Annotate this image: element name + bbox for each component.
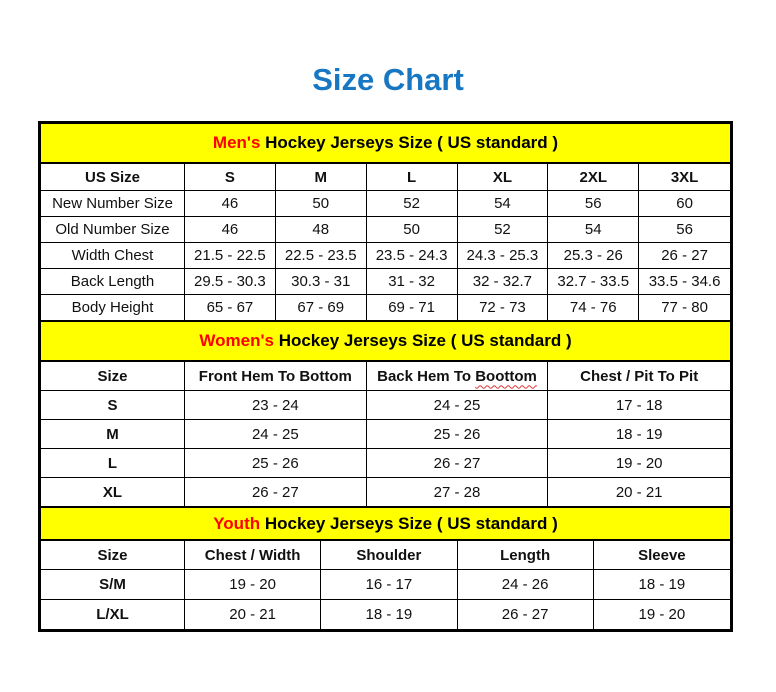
men-header-cell: 3XL bbox=[670, 168, 699, 186]
men-value-cell: 56 bbox=[639, 216, 730, 242]
men-value-cell: 23.5 - 24.3 bbox=[367, 242, 458, 268]
womens-section-header bbox=[41, 320, 730, 362]
youth-value-cell: 19 - 20 bbox=[185, 569, 321, 599]
men-value-cell: 54 bbox=[548, 216, 639, 242]
women-value-cell: 18 - 19 bbox=[548, 419, 730, 448]
back-hem-misspelled-word: Boottom bbox=[475, 367, 537, 385]
men-value-cell: 33.5 - 34.6 bbox=[639, 268, 730, 294]
women-value-cell: 19 - 20 bbox=[548, 448, 730, 477]
women-value-cell: 25 - 26 bbox=[367, 419, 549, 448]
women-header-cell: Size bbox=[41, 362, 185, 390]
men-value-cell: 77 - 80 bbox=[639, 294, 730, 320]
youth-highlight-text: Youth bbox=[213, 513, 261, 533]
men-value-cell: 69 - 71 bbox=[367, 294, 458, 320]
men-value-cell: 54 bbox=[458, 190, 549, 216]
men-value-cell: 50 bbox=[276, 190, 367, 216]
womens-size-grid bbox=[41, 362, 730, 506]
youth-value-cell: 18 - 19 bbox=[321, 599, 457, 629]
youth-header-cell: Length bbox=[458, 541, 594, 569]
men-value-cell: 46 bbox=[185, 190, 276, 216]
men-header-cell: L bbox=[367, 164, 458, 190]
mens-heading-text: Hockey Jerseys Size ( US standard ) bbox=[260, 133, 559, 152]
men-header-cell: US Size bbox=[41, 164, 185, 190]
women-row-label: S bbox=[41, 390, 185, 419]
women-value-cell: 23 - 24 bbox=[185, 390, 367, 419]
men-value-cell: 32.7 - 33.5 bbox=[548, 268, 639, 294]
women-value-cell: 26 - 27 bbox=[185, 477, 367, 506]
men-header-cell: S bbox=[185, 164, 276, 190]
women-header-cell: Chest / Pit To Pit bbox=[580, 367, 699, 385]
men-value-cell: 32 - 32.7 bbox=[458, 268, 549, 294]
women-value-cell: 17 - 18 bbox=[548, 390, 730, 419]
men-value-cell: 25.3 - 26 bbox=[548, 242, 639, 268]
men-value-cell: 31 - 32 bbox=[367, 268, 458, 294]
men-value-cell: 52 bbox=[458, 216, 549, 242]
youth-row-label: L/XL bbox=[41, 599, 185, 629]
youth-value-cell: 16 - 17 bbox=[321, 569, 457, 599]
youth-row-label: S/M bbox=[41, 569, 185, 599]
men-value-cell: 48 bbox=[276, 216, 367, 242]
men-header-cell: M bbox=[276, 164, 367, 190]
men-value-cell: 21.5 - 22.5 bbox=[185, 242, 276, 268]
men-value-cell: 67 - 69 bbox=[276, 294, 367, 320]
back-hem-header-prefix: Back Hem To bbox=[377, 367, 476, 385]
men-value-cell: 46 bbox=[185, 216, 276, 242]
men-value-cell: 72 - 73 bbox=[458, 294, 549, 320]
men-value-cell: 74 - 76 bbox=[548, 294, 639, 320]
page-title: Size Chart bbox=[312, 62, 464, 97]
men-row-label: New Number Size bbox=[41, 190, 185, 216]
womens-highlight-text: Women's bbox=[199, 331, 274, 350]
men-header-cell: XL bbox=[458, 164, 549, 190]
size-chart-table bbox=[38, 121, 733, 632]
men-value-cell: 26 - 27 bbox=[639, 242, 730, 268]
youth-header-cell: Sleeve bbox=[638, 546, 686, 564]
men-value-cell: 60 bbox=[639, 190, 730, 216]
men-value-cell: 24.3 - 25.3 bbox=[458, 242, 549, 268]
men-row-label: Old Number Size bbox=[41, 216, 185, 242]
women-row-label: L bbox=[41, 448, 185, 477]
men-value-cell: 52 bbox=[367, 190, 458, 216]
men-value-cell: 56 bbox=[548, 190, 639, 216]
youth-header-cell: Shoulder bbox=[321, 541, 457, 569]
men-value-cell: 30.3 - 31 bbox=[276, 268, 367, 294]
women-value-cell: 24 - 25 bbox=[185, 419, 367, 448]
youth-value-cell: 18 - 19 bbox=[594, 569, 730, 599]
women-header-cell: Front Hem To Bottom bbox=[185, 362, 367, 390]
men-value-cell: 65 - 67 bbox=[185, 294, 276, 320]
womens-heading-text: Hockey Jerseys Size ( US standard ) bbox=[273, 331, 572, 350]
women-row-label: XL bbox=[41, 477, 185, 506]
men-header-cell: 2XL bbox=[548, 164, 639, 190]
youth-header-cell: Size bbox=[41, 541, 185, 569]
women-value-cell: 25 - 26 bbox=[185, 448, 367, 477]
men-value-cell: 50 bbox=[367, 216, 458, 242]
men-row-label: Back Length bbox=[41, 268, 185, 294]
youth-size-grid bbox=[41, 541, 730, 629]
men-row-label: Width Chest bbox=[41, 242, 185, 268]
women-row-label: M bbox=[41, 419, 185, 448]
youth-header-cell: Chest / Width bbox=[185, 541, 321, 569]
women-value-cell: 27 - 28 bbox=[367, 477, 549, 506]
women-value-cell: 24 - 25 bbox=[367, 390, 549, 419]
men-row-label: Body Height bbox=[41, 294, 185, 320]
women-header-cell bbox=[367, 362, 549, 390]
men-value-cell: 29.5 - 30.3 bbox=[185, 268, 276, 294]
mens-section-header bbox=[41, 124, 730, 164]
women-value-cell: 20 - 21 bbox=[548, 477, 730, 506]
youth-value-cell: 20 - 21 bbox=[185, 599, 321, 629]
youth-heading-text: Hockey Jerseys Size ( US standard ) bbox=[260, 513, 558, 533]
youth-value-cell: 24 - 26 bbox=[458, 569, 594, 599]
youth-value-cell: 19 - 20 bbox=[594, 599, 730, 629]
youth-value-cell: 26 - 27 bbox=[458, 599, 594, 629]
mens-size-grid bbox=[41, 164, 730, 320]
women-value-cell: 26 - 27 bbox=[367, 448, 549, 477]
men-value-cell: 22.5 - 23.5 bbox=[276, 242, 367, 268]
mens-highlight-text: Men's bbox=[212, 133, 261, 152]
youth-section-header bbox=[41, 506, 730, 541]
